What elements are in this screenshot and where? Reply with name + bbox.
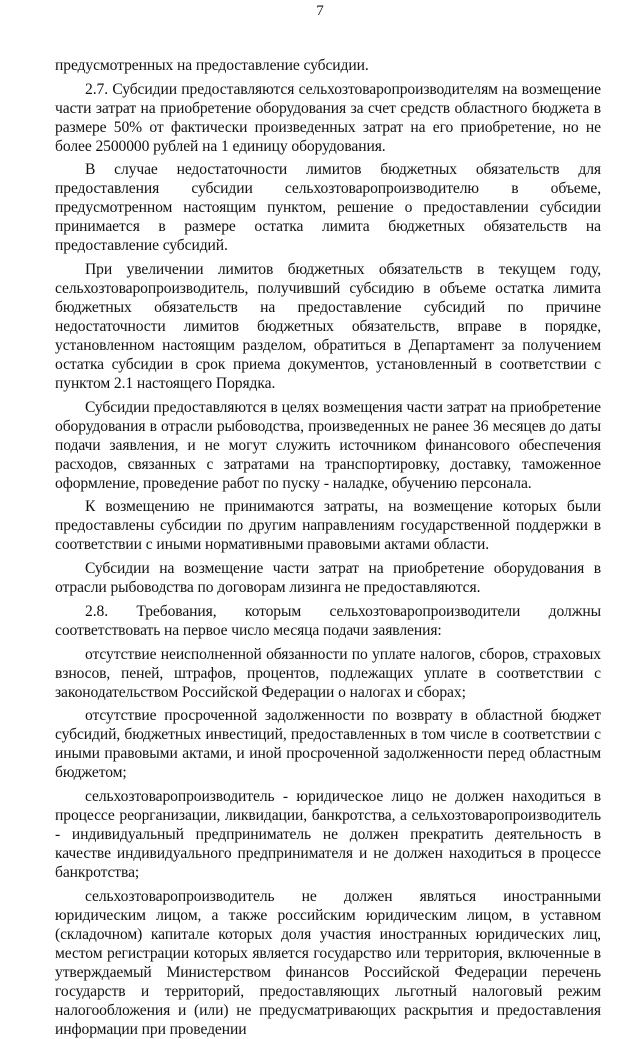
paragraph-limit-increase: При увеличении лимитов бюджетных обязательств в текущем году, сельхозтоваропроизводитель, получивший субсидию в объеме остатка лимита бюджетных обязательств на предоставление субсидий по причине недостаточности лимитов бюджетных обязательств, вправе в порядке, установленном настоящим разделом, обратиться в Департамент за получением остатка субсидии в срок приема документов, установленный в соответствии с пунктом 2.1 настоящего Порядка. — [55, 261, 601, 393]
paragraph-subsidy-purpose: Субсидии предоставляются в целях возмещения части затрат на приобретение оборудования в отрасли рыбоводства, произведенных не ранее 36 месяцев до даты подачи заявления, и не могут служить источником финансового обеспечения расходов, связанных с затратами на транспортировку, доставку, таможенное оформление, проведение работ по пуску - наладке, обучению персонала. — [55, 398, 601, 492]
paragraph-leasing-exclusion: Субсидии на возмещение части затрат на приобретение оборудования в отрасли рыбоводства по договорам лизинга не предоставляются. — [55, 560, 601, 597]
paragraph-non-reimbursable-costs: К возмещению не принимаются затраты, на возмещение которых были предоставлены субсидии по другим направлениям государственной поддержки в соответствии с иными нормативными правовыми актами области. — [55, 498, 601, 554]
paragraph-clause-2-7: 2.7. Субсидии предоставляются сельхозтоваропроизводителям на возмещение части затрат на приобретение оборудования за счет средств областного бюджета в размере 50% от фактически произведенных затрат на его приобретение, но не более 2500000 рублей на 1 единицу оборудования. — [55, 80, 601, 155]
paragraph-requirement-taxes: отсутствие неисполненной обязанности по уплате налогов, сборов, страховых взносов, пеней, штрафов, процентов, подлежащих уплате в соответствии с законодательством Российской Федерации о налогах и сборах; — [55, 645, 601, 701]
paragraph-continuation: предусмотренных на предоставление субсидии. — [55, 57, 369, 74]
page-number: 7 — [316, 3, 324, 19]
paragraph-clause-2-8: 2.8. Требования, которым сельхозтоваропроизводители должны соответствовать на первое число месяца подачи заявления: — [55, 602, 601, 639]
document-body — [55, 56, 601, 1039]
paragraph-requirement-foreign-entity: сельхозтоваропроизводитель не должен являться иностранными юридическим лицом, а также российским юридическим лицом, в уставном (складочном) капитале которых доля участия иностранных юридических лиц, местом регистрации которых является государство или территория, включенные в утверждаемый Министерством финансов Российской Федерации перечень государств и территорий, предоставляющих льготный налоговый режим налогообложения и (или) не предусматривающих раскрытия и предоставления информации при проведении — [55, 887, 601, 1038]
paragraph-requirement-overdue-debt: отсутствие просроченной задолженности по возврату в областной бюджет субсидий, бюджетных инвестиций, предоставленных в том числе в соответствии с иными правовыми актами, и иной просроченной задолженности перед областным бюджетом; — [55, 707, 601, 782]
paragraph-insufficient-limits: В случае недостаточности лимитов бюджетных обязательств для предоставления субсидии сельхозтоваропроизводителю в объеме, предусмотренном настоящим пунктом, решение о предоставлении субсидии принимается в размере остатка лимита бюджетных обязательств на предоставление субсидий. — [55, 161, 601, 255]
paragraph-requirement-reorganization: сельхозтоваропроизводитель - юридическое лицо не должен находиться в процессе реорганизации, ликвидации, банкротства, а сельхозтоваропроизводитель - индивидуальный предприниматель не должен прекратить деятельность в качестве индивидуального предпринимателя и не должен находиться в процессе банкротства; — [55, 787, 601, 881]
